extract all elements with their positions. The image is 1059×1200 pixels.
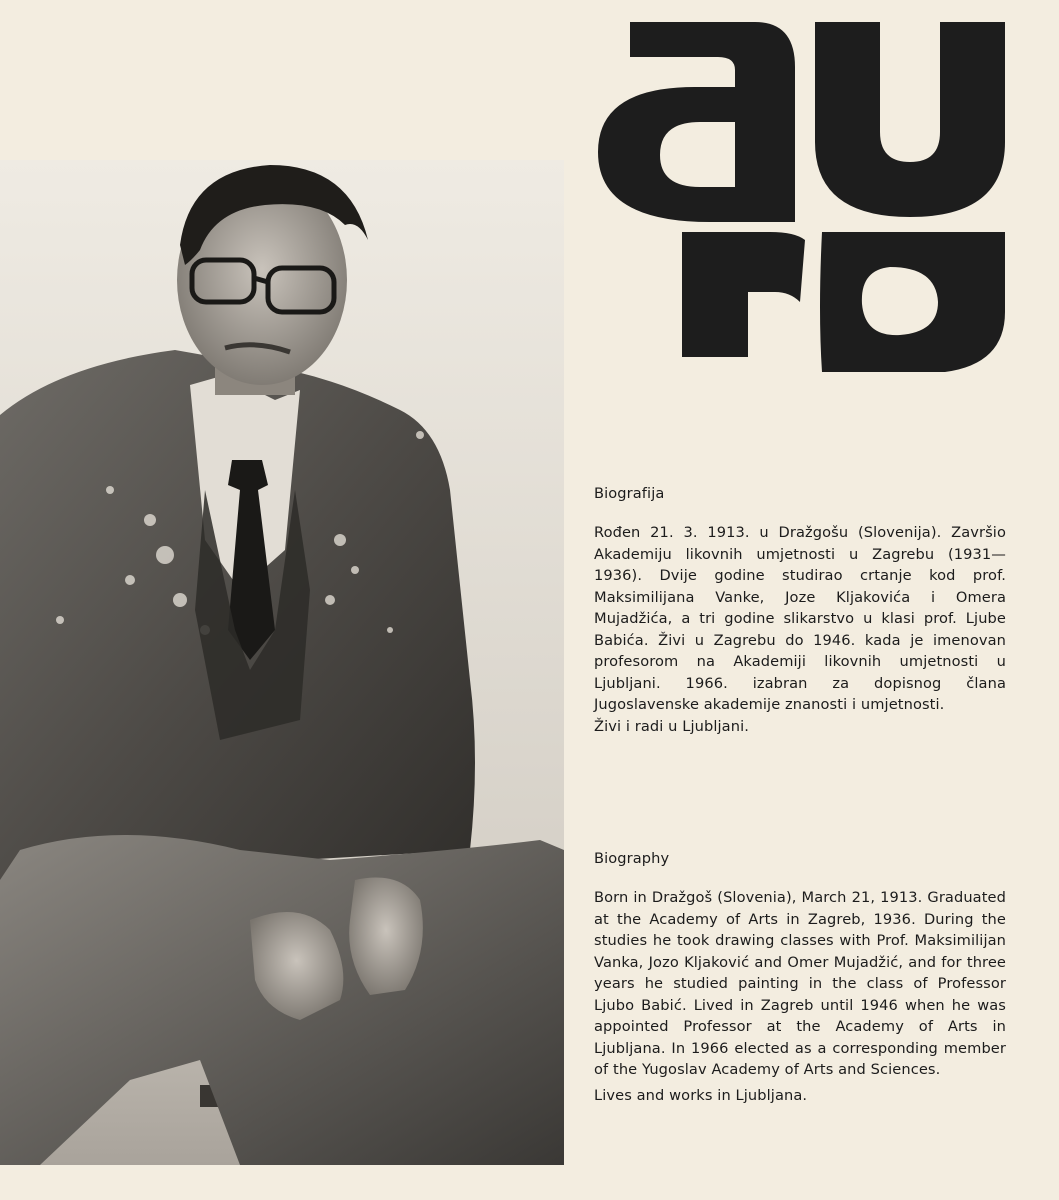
logo-letter-u (815, 22, 1005, 217)
biography-closing-english: Lives and works in Ljubljana. (594, 1086, 808, 1104)
aura-logo (590, 12, 1020, 377)
biography-closing-local: Živi i radi u Ljubljani. (594, 717, 749, 735)
biography-text-english: Born in Dražgoš (Slovenia), March 21, 1913. Graduated at the Academy of Arts in Zagreb, 1936. During the studies he took drawing classes with Prof. Maksimilijan Vanka, Jozo Kljaković and Omer Mujadžić, and for three years he studied painting in the class of Professor Ljubo Babić. Lived in Zagreb until 1946 when he was appointed Professor at the Academy of Arts in Ljubljana. In 1966 elected as a corresponding member of the Yugoslav Academy of Arts and Sciences. (594, 889, 1006, 1078)
biography-text-local: Rođen 21. 3. 1913. u Dražgošu (Slovenija). Završio Akademiju likovnih umjetnosti u Zagrebu (1931—1936). Dvije godine studirao crtanje kod prof. Maksimilijana Vanke, Joze Kljakovića i Omera Mujadžića, a tri godine slikarstvo u klasi prof. Ljube Babića. Živi u Zagrebu do 1946. kada je imenovan profesorom na Akademiji likovnih umjetnosti u Ljubljani. 1966. izabran za dopisnog člana Jugoslavenske akademije znanosti i umjetnosti. (594, 524, 1006, 713)
biography-section-english (594, 848, 1006, 1106)
logo-letter-r (682, 232, 805, 357)
logo-letter-a (598, 22, 795, 222)
artist-portrait-photo (0, 160, 564, 1165)
biography-section-local (594, 483, 1006, 737)
biography-heading-local: Biografija (594, 485, 665, 502)
logo-letter-a-rotated (820, 232, 1005, 372)
biography-heading-english: Biography (594, 850, 670, 867)
aura-monogram-icon (590, 12, 1020, 377)
